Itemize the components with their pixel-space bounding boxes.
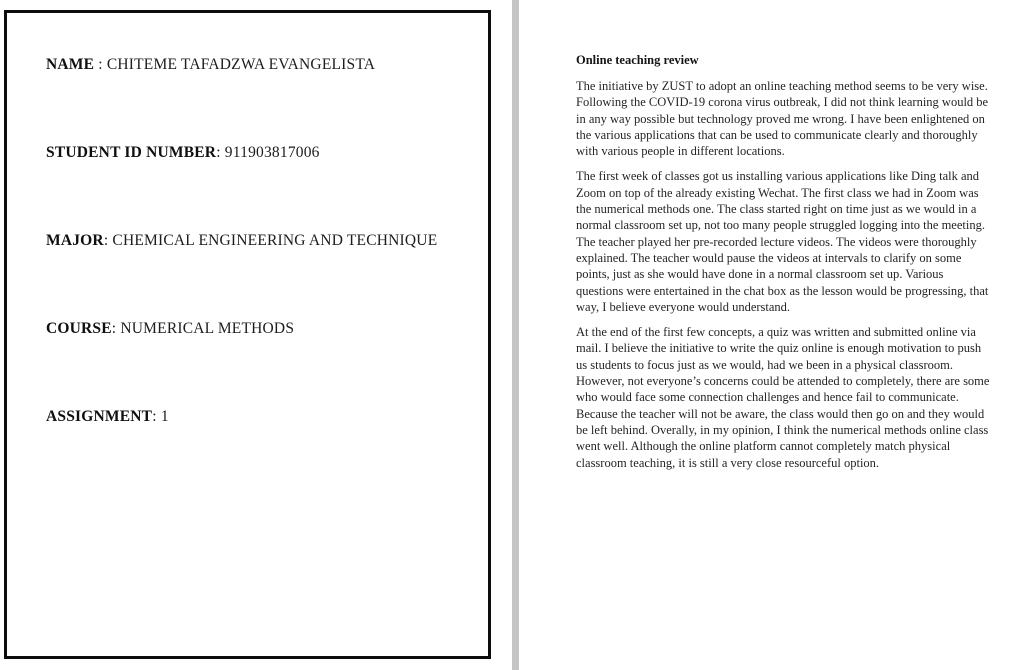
document-page-right (519, 0, 1024, 670)
page-divider (512, 0, 519, 670)
field-label: STUDENT ID NUMBER (46, 144, 217, 161)
essay-heading: Online teaching review (576, 53, 699, 67)
info-field-course (46, 319, 468, 338)
student-info-box (4, 10, 491, 659)
field-value: NUMERICAL METHODS (120, 320, 295, 337)
essay-paragraph-1: The initiative by ZUST to adopt an online teaching method seems to be very wise. Following the COVID-19 corona virus outbreak, I did not think learning would be in any way possible but technology proved me wrong. I have been enlightened on the various applications that can be used to communicate clearly and thoroughly with various people in different locations. (576, 79, 989, 159)
essay-paragraph-2: The first week of classes got us installing various applications like Ding talk and Zoom on top of the already existing Wechat. The first class we had in Zoom was the numerical methods one. The class started right on time just as we would in a normal classroom set up, not too many people struggled logging into the meeting. The teacher played her pre-recorded lecture videos. The videos were thoroughly explained. The teacher would pause the videos at intervals to clarify on some points, just as she would have done in a normal classroom set up. Various questions were entertained in the chat box as the lesson would be progressing, that way, I believe everyone would understand. (576, 169, 989, 314)
field-label: MAJOR (46, 232, 104, 249)
field-separator: : (152, 408, 161, 425)
info-field-student-id (46, 143, 468, 162)
field-separator: : (111, 320, 121, 337)
field-label: NAME (46, 56, 95, 73)
info-field-assignment (46, 407, 468, 426)
field-value: 911903817006 (224, 144, 320, 161)
essay-paragraph-3: At the end of the first few concepts, a quiz was written and submitted online via mail. I believe the initiative to write the quiz online is enough motivation to push us students to focus just as we would, had we been in a physical classroom. However, not everyone’s concerns could be attended to completely, there are some who would face some connection challenges and hence fail to communicate. Because the teacher will not be aware, the class would then go on and they would be left behind. Overally, in my opinion, I think the numerical methods online class went well. Although the online platform cannot completely match physical classroom teaching, it is still a very close resourceful option. (576, 325, 990, 470)
field-value: CHEMICAL ENGINEERING AND TECHNIQUE (112, 232, 438, 249)
info-field-name (46, 55, 468, 74)
field-label: COURSE (46, 320, 112, 337)
field-label: ASSIGNMENT (46, 408, 153, 425)
student-info-fields (7, 13, 488, 426)
field-separator: : (216, 144, 225, 161)
info-field-major (46, 231, 468, 250)
essay-content (576, 53, 990, 480)
field-value: CHITEME TAFADZWA EVANGELISTA (106, 56, 376, 73)
field-separator: : (103, 232, 113, 249)
field-separator: : (94, 56, 107, 73)
field-value: 1 (160, 408, 169, 425)
